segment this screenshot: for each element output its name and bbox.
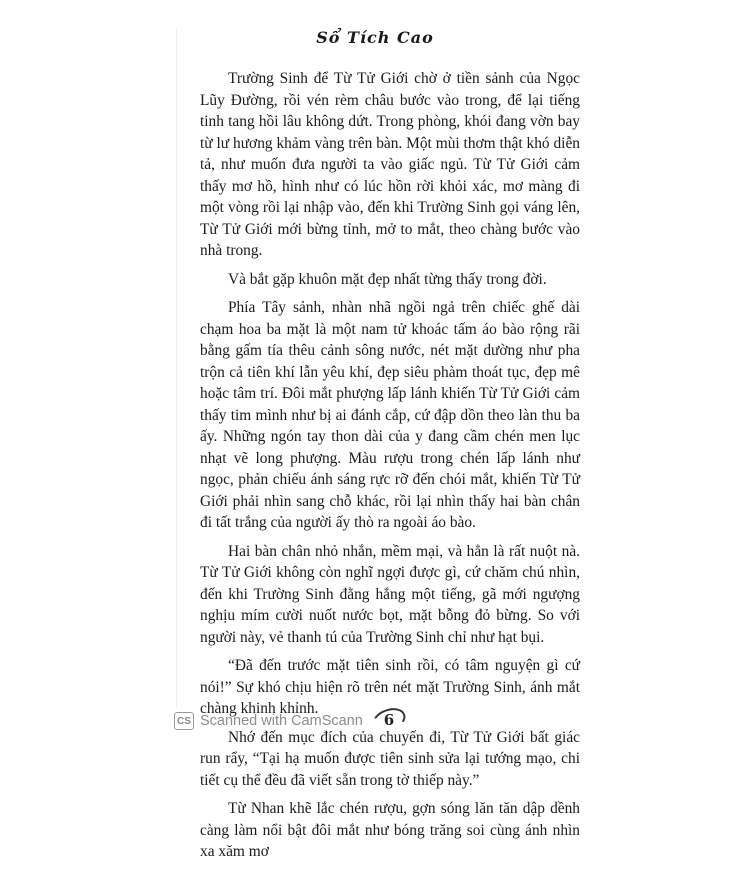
paragraph: Hai bàn chân nhỏ nhắn, mềm mại, và hẳn là rất nuột nà. Từ Tử Giới không còn nghĩ ngợi được gì, cứ chăm chú nhìn, đến khi Trường Sinh đằng hắng một tiếng, gã mới ngượng nghịu mím cười nuốt nước bọt, mặt bỗng đỏ bừng. So với người này, vẻ thanh tú của Trường Sinh chỉ như hạt bụi.: [200, 542, 580, 646]
body-text: [200, 68, 580, 870]
running-header: Sổ Tích Cao: [316, 28, 434, 47]
paragraph: Và bắt gặp khuôn mặt đẹp nhất từng thấy trong đời.: [228, 270, 547, 288]
paragraph: Từ Nhan khẽ lắc chén rượu, gợn sóng lăn tăn dập dềnh càng làm nổi bật đôi mắt như bóng trăng soi cùng ánh nhìn xa xăm mơ: [200, 800, 580, 860]
camscanner-logo-icon: CS: [174, 712, 194, 730]
paragraph: Nhớ đến mục đích của chuyến đi, Từ Tử Giới bất giác run rẩy, “Tại hạ muốn được tiên sinh sửa lại tướng mạo, chi tiết cụ thể đều đã viết sẵn trong tờ thiếp này.”: [200, 728, 580, 789]
scan-edge: [176, 28, 178, 708]
scanner-watermark: [174, 706, 363, 736]
scanner-watermark-text: Scanned with CamScann: [200, 713, 363, 729]
paragraph: Trường Sinh để Từ Tử Giới chờ ở tiền sảnh của Ngọc Lũy Đường, rồi vén rèm châu bước vào trong, để lại tiếng tinh tang hồi lâu không dứt. Trong phòng, khói đang vờn bay từ lư hương khảm vàng trên bàn. Một mùi thơm thật khó diễn tả, như muốn đưa người ta vào giấc ngủ. Từ Tử Giới cảm thấy mơ hồ, hình như có lúc hồn rời khỏi xác, mơ màng đi một vòng rồi lại nhập vào, đến khi Trường Sinh gọi váng lên, Từ Tử Giới mới bừng tỉnh, mở to mắt, theo chàng bước vào nhà trong.: [200, 70, 580, 259]
paragraph: “Đã đến trước mặt tiên sinh rồi, có tâm nguyện gì cứ nói!” Sự khó chịu hiện rõ trên nét mặt Trường Sinh, ánh mắt chàng khinh khỉnh.: [200, 657, 580, 717]
paragraph: Phía Tây sảnh, nhàn nhã ngồi ngả trên chiếc ghế dài chạm hoa ba mặt là một nam tử khoác tấm áo bào rộng rãi bằng gấm tía thêu cảnh sông nước, nét mặt dường như pha trộn cả tiên khí lẫn yêu khí, đẹp siêu phàm thoát tục, đẹp mê hoặc tâm trí. Đôi mắt phượng lấp lánh khiến Từ Tử Giới cảm thấy tim mình như bị ai đánh cắp, cứ đập dồn theo làn thu ba ấy. Những ngón tay thon dài của y đang cầm chén men lục nhạt vẽ long phượng. Màu rượu trong chén lấp lánh như ngọc, phản chiếu ánh sáng rực rỡ đến chói mắt, khiến Từ Tử Giới phải nhìn sang chỗ khác, rồi lại nhìn thấy hai bàn chân đi tất trắng của người ấy thò ra ngoài áo bào.: [200, 299, 580, 531]
page-number: 6: [372, 707, 406, 733]
